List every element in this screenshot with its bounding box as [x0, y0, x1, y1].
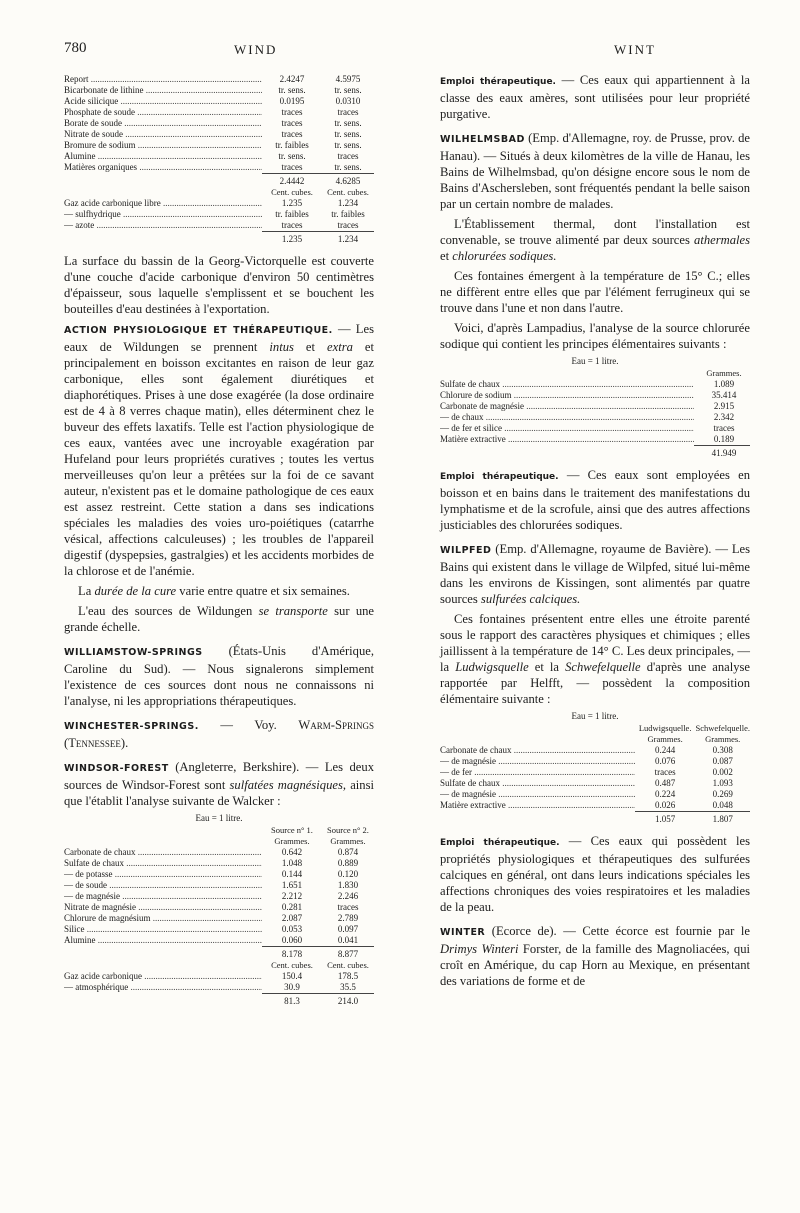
value: 0.0195 — [279, 96, 305, 106]
leader-dots — [496, 756, 635, 766]
value: tr. sens. — [334, 129, 362, 139]
value: 2.342 — [713, 412, 735, 422]
table-row — [440, 767, 750, 778]
value: 1.651 — [281, 880, 303, 890]
row-label — [440, 767, 635, 778]
empty-cell — [64, 232, 262, 246]
table-row — [440, 401, 750, 412]
value: 1.093 — [712, 778, 733, 788]
table-row — [64, 858, 374, 869]
row-label-text: Matière extractive — [440, 800, 506, 811]
table-row — [64, 935, 374, 947]
total-row — [440, 812, 750, 826]
paragraph-duree: La durée de la cure varie entre quatre et six semaines. — [78, 584, 350, 598]
row-label-text: Silice — [64, 924, 85, 934]
paragraph-action: ACTION PHYSIOLOGIQUE ET THÉRAPEUTIQUE. — Les eaux de Wildungen se prennent intus et extra et principalement en boisson excitantes en raison de leur gaz carbonique, elles sont également diurétiques et diaphorétiques. Prises à une dose exagérée (la dose ordinaire est de 4 à 8 verres chaque matin), elles déterminent chez le buveur des effets laxatifs. Telle est l'action physiologique de ces eaux, vantées avec une incroyable exagération par Hufeland pour leurs propriétés curatives ; toutes les vertus merveilleuses qu'on leur a prêtées sur la foi de ce savant auteur, n'existent pas et le domaine pathologique de ces eaux est assez restreint. Cette station a dans ses indications spéciales les maladies des voies uro-poiétiques (catarrhe vésical, affections calculeuses) ; les troubles de l'appareil digestif (dyspepsies, gastralgies) et les accidents morbides de la chlorose et de l'anémie. — [64, 322, 374, 578]
row-label — [64, 140, 262, 151]
page-number: 780 — [64, 40, 87, 56]
table-row — [64, 847, 374, 858]
row-label — [64, 151, 262, 162]
leader-dots — [135, 847, 262, 857]
unit-label: Cent. cubes. — [327, 960, 369, 970]
value: 0.281 — [281, 902, 303, 912]
row-label — [64, 107, 262, 118]
empty-cell — [440, 446, 694, 460]
entry-windsor: WINDSOR-FOREST (Angleterre, Berkshire). — Les deux sources de Windsor-Forest sont sulfatées magnésiques, ainsi que l'établit l'analyse suivante de Walcker : — [64, 760, 375, 808]
unit-label: Cent. cubes. — [327, 187, 369, 197]
table-row — [64, 74, 374, 85]
table-row — [440, 434, 750, 446]
total-row — [64, 947, 374, 961]
leader-dots — [85, 924, 263, 934]
leader-dots — [142, 971, 262, 981]
row-label-text: — de potasse — [64, 869, 113, 879]
row-label — [440, 401, 694, 412]
table-row — [440, 390, 750, 401]
row-label-text: Bromure de sodium — [64, 140, 136, 150]
total-value: 1.234 — [318, 232, 374, 246]
unit-row — [440, 368, 750, 379]
value: 0.144 — [281, 869, 303, 879]
row-label-text: Carbonate de chaux — [440, 745, 512, 755]
empty-cell — [64, 994, 262, 1008]
value: 0.244 — [655, 745, 676, 755]
row-label-text: — sulfhydrique — [64, 209, 121, 219]
heading-emploi: Emploi thérapeutique. — [440, 838, 560, 848]
value: 0.308 — [712, 745, 733, 755]
table-row — [64, 107, 374, 118]
column-header: Schwefelquelle. — [695, 723, 750, 733]
row-label — [64, 880, 262, 891]
row-label — [64, 85, 262, 96]
table-row — [64, 96, 374, 107]
row-label-text: — de fer et silice — [440, 423, 502, 433]
empty-cell — [64, 836, 262, 847]
row-label-text: Matière extractive — [440, 434, 506, 445]
unit-row — [64, 187, 374, 198]
entry-winter: WINTER (Ecorce de). — Cette écorce est fournie par le Drimys Winteri Forster, de la famille des Magnoliacées, qui croît en Amérique, du cap Horn au Mexique, en présentant des variations de forme et de — [440, 924, 751, 988]
empty-cell — [64, 825, 262, 836]
empty-cell — [440, 723, 635, 734]
total-value: 8.877 — [318, 947, 374, 961]
leader-dots — [500, 379, 694, 389]
unit-row — [440, 734, 750, 745]
leader-dots — [512, 390, 695, 400]
leader-dots — [137, 162, 262, 172]
unit-label: Grammes. — [706, 368, 742, 378]
empty-cell — [440, 812, 635, 826]
value: traces — [281, 118, 303, 128]
table-row — [64, 140, 374, 151]
total-value: 41.949 — [694, 446, 750, 460]
header-row — [64, 825, 374, 836]
value: 0.076 — [655, 756, 676, 766]
paragraph-fontaines-wilpfed: Ces fontaines présentent entre elles une étroite parenté sous le rapport des caractères physiques et chimiques ; elles jaillissent à la température de 14° C. Les deux principales, — la Ludwigsquelle et la Schwefelquelle d'après une analyse rapportée par Helfft, — possèdent la composition élémentaire suivante : — [440, 612, 751, 706]
total-row — [440, 446, 750, 460]
leader-dots — [122, 118, 262, 128]
table-row — [64, 162, 374, 174]
value: traces — [337, 107, 359, 117]
value: 0.642 — [281, 847, 303, 857]
row-label-text: — azote — [64, 220, 95, 231]
value: 0.087 — [712, 756, 733, 766]
value: 0.060 — [281, 935, 303, 945]
value: tr. sens. — [334, 140, 362, 150]
table-caption: Eau = 1 litre. — [571, 356, 619, 366]
row-label — [440, 434, 694, 446]
table-row — [440, 379, 750, 390]
leader-dots — [500, 778, 635, 788]
row-label-text: — de magnésie — [64, 891, 120, 901]
value: 1.048 — [281, 858, 303, 868]
unit-label: Cent. cubes. — [271, 960, 313, 970]
paragraph-fontaines: Ces fontaines émergent à la température de 15° C.; elles ne diffèrent entre elles que par l'élément ferrugineux qui se trouve dans l'une et non dans l'autre. — [440, 269, 750, 315]
table-row — [64, 209, 374, 220]
value: 4.5975 — [335, 74, 361, 84]
empty-cell — [64, 947, 262, 961]
running-head-right: WINT — [614, 42, 656, 57]
table-caption: Eau = 1 litre. — [571, 711, 619, 721]
column-header: Source n° 1. — [271, 825, 313, 835]
row-label-text: Nitrate de soude — [64, 129, 123, 139]
page-header — [64, 40, 774, 64]
leader-dots — [96, 935, 263, 945]
row-label — [64, 858, 262, 869]
value: tr. sens. — [334, 85, 362, 95]
row-label — [64, 198, 262, 209]
value: tr. sens. — [334, 162, 362, 172]
heading-action: ACTION PHYSIOLOGIQUE ET THÉRAPEUTIQUE. — [64, 325, 333, 336]
leader-dots — [120, 891, 262, 901]
leader-dots — [124, 858, 262, 868]
leader-dots — [136, 902, 262, 912]
unit-label: Grammes. — [274, 836, 310, 846]
row-label-text: — atmosphérique — [64, 982, 129, 993]
row-label — [64, 869, 262, 880]
total-row — [64, 994, 374, 1008]
total-value: 1.807 — [691, 812, 750, 826]
table-caption: Eau = 1 litre. — [195, 813, 243, 823]
value: tr. faibles — [275, 140, 309, 150]
value: traces — [281, 129, 303, 139]
table-row — [64, 902, 374, 913]
row-label — [440, 423, 694, 434]
row-label-text: Carbonate de magnésie — [440, 401, 524, 411]
unit-row — [64, 960, 374, 971]
paragraph-bassin: La surface du bassin de la Georg-Victorquelle est couverte d'une couche d'acide carbonique d'environ 50 centimètres d'épaisseur, sous laquelle s'emplissent et se bouchent les bouteilles d'eau destinées à l'exportation. — [64, 254, 374, 316]
value: 0.269 — [712, 789, 733, 799]
value: 0.889 — [337, 858, 359, 868]
paragraph-etablissement: L'Établissement thermal, dont l'installation est convenable, se trouve alimenté par deux sources athermales et chlorurées sodiques. — [440, 217, 750, 263]
value: traces — [281, 107, 303, 117]
value: 0.041 — [337, 935, 359, 945]
leader-dots — [128, 982, 262, 992]
leader-dots — [136, 140, 263, 150]
row-label — [440, 745, 635, 756]
empty-cell — [64, 174, 262, 188]
row-label-text: — de fer — [440, 767, 472, 777]
table-row — [64, 198, 374, 209]
row-label — [64, 129, 262, 140]
value: 2.789 — [337, 913, 359, 923]
table-row — [64, 151, 374, 162]
row-label-text: Borate de soude — [64, 118, 122, 128]
value: traces — [281, 162, 303, 172]
headword-wilpfed: WILPFED — [440, 545, 492, 556]
entry-williamstow: WILLIAMSTOW-SPRINGS (États-Unis d'Amérique, Caroline du Sud). — Nous signalerons simplement l'existence de ces sources dont nous ne connaissons ni l'analyse, ni les appropriations thérapeutiques. — [64, 644, 374, 708]
total-value: 214.0 — [318, 994, 374, 1008]
leader-dots — [121, 209, 262, 219]
leader-dots — [143, 85, 262, 95]
row-label — [64, 891, 262, 902]
unit-row — [64, 836, 374, 847]
row-label-text: Carbonate de chaux — [64, 847, 136, 857]
table-row — [440, 756, 750, 767]
leader-dots — [150, 913, 262, 923]
leader-dots — [123, 129, 262, 139]
headword-winchester: WINCHESTER-SPRINGS. — [64, 721, 199, 732]
row-label-text: Sulfate de chaux — [440, 379, 500, 389]
header-row — [440, 723, 750, 734]
leader-dots — [89, 74, 263, 84]
column-header: Source n° 2. — [327, 825, 369, 835]
value: 2.4247 — [279, 74, 305, 84]
wildungen-analysis-table — [64, 74, 374, 245]
value: 0.026 — [655, 800, 676, 810]
leader-dots — [483, 412, 694, 422]
unit-label: Cent. cubes. — [271, 187, 313, 197]
row-label — [440, 412, 694, 423]
value: 1.234 — [337, 198, 359, 208]
wilhelmsbad-analysis-table — [440, 368, 750, 459]
value: 0.002 — [712, 767, 733, 777]
value: tr. sens. — [334, 118, 362, 128]
table-row — [440, 800, 750, 812]
row-label — [440, 390, 694, 401]
row-label-text: — de chaux — [440, 412, 484, 422]
table-row — [64, 982, 374, 994]
value: 178.5 — [337, 971, 359, 981]
value: 0.120 — [337, 869, 359, 879]
heading-emploi: Emploi thérapeutique. — [440, 77, 556, 87]
value: 35.414 — [711, 390, 737, 400]
table-row — [64, 924, 374, 935]
headword-williamstow: WILLIAMSTOW-SPRINGS — [64, 647, 203, 658]
row-label — [440, 800, 635, 812]
row-label — [64, 847, 262, 858]
row-label-text: Report — [64, 74, 89, 84]
table-row — [64, 118, 374, 129]
row-label-text: Nitrate de magnésie — [64, 902, 136, 912]
wilpfed-analysis-table — [440, 723, 750, 825]
value: traces — [713, 423, 735, 433]
value: 0.224 — [655, 789, 676, 799]
row-label-text: Sulfate de chaux — [64, 858, 124, 868]
value: tr. sens. — [278, 151, 306, 161]
row-label — [440, 756, 635, 767]
entry-wilpfed: WILPFED (Emp. d'Allemagne, royaume de Bavière). — Les Bains qui existent dans le village de Wilpfed, situé lui-même dans les environs de Kissingen, sont alimentés par quatre sources sulfurées calciques. — [440, 542, 750, 606]
value: 1.830 — [337, 880, 359, 890]
headword-winter: WINTER — [440, 927, 486, 938]
row-label — [440, 379, 694, 390]
entry-winchester: WINCHESTER-SPRINGS. — Voy. Warm-Springs (Tennessee). — [64, 718, 374, 750]
table-row — [64, 869, 374, 880]
row-label — [64, 74, 262, 85]
row-label — [440, 789, 635, 800]
leader-dots — [96, 151, 263, 161]
value: 0.053 — [281, 924, 303, 934]
table-row — [440, 745, 750, 756]
unit-label: Grammes. — [705, 734, 741, 744]
column-header: Ludwigsquelle. — [638, 723, 692, 733]
row-label — [64, 902, 262, 913]
value: 150.4 — [281, 971, 303, 981]
value: traces — [337, 902, 359, 912]
row-label — [64, 924, 262, 935]
value: 0.048 — [712, 800, 733, 810]
leader-dots — [107, 880, 262, 890]
empty-cell — [440, 368, 694, 379]
row-label-text: Alumine — [64, 935, 96, 946]
unit-label: Grammes. — [647, 734, 683, 744]
row-label-text: Gaz acide carbonique — [64, 971, 142, 981]
row-label-text: Phosphate de soude — [64, 107, 135, 117]
value: 0.487 — [655, 778, 676, 788]
value: 35.5 — [340, 982, 356, 992]
row-label — [440, 778, 635, 789]
value: tr. faibles — [331, 209, 365, 219]
leader-dots — [135, 107, 262, 117]
running-head-left: WIND — [234, 42, 278, 57]
value: traces — [337, 220, 359, 230]
value: 0.189 — [713, 434, 735, 444]
leader-dots — [161, 198, 262, 208]
leader-dots — [511, 745, 634, 755]
value: 2.915 — [713, 401, 735, 411]
value: 0.097 — [337, 924, 359, 934]
value: 0.874 — [337, 847, 359, 857]
row-label — [64, 935, 262, 947]
row-label-text: — de soude — [64, 880, 107, 890]
leader-dots — [94, 220, 262, 230]
empty-cell — [64, 187, 262, 198]
row-label — [64, 162, 262, 174]
empty-cell — [64, 960, 262, 971]
leader-dots — [496, 789, 635, 799]
leader-dots — [502, 423, 694, 433]
row-label — [64, 913, 262, 924]
row-label — [64, 96, 262, 107]
total-value: 4.6285 — [318, 174, 374, 188]
leader-dots — [113, 869, 263, 879]
value: 1.235 — [281, 198, 303, 208]
row-label-text: Bicarbonate de lithine — [64, 85, 144, 95]
leader-dots — [472, 767, 635, 777]
value: tr. faibles — [275, 209, 309, 219]
total-value: 81.3 — [262, 994, 318, 1008]
empty-cell — [440, 734, 635, 745]
row-label-text: Alumine — [64, 151, 96, 161]
row-label-text: — de magnésie — [440, 756, 496, 766]
total-value: 1.235 — [262, 232, 318, 246]
row-label — [64, 982, 262, 994]
headword-windsor: WINDSOR-FOREST — [64, 763, 169, 774]
value: 1.089 — [713, 379, 735, 389]
row-label — [64, 118, 262, 129]
row-label-text: — de magnésie — [440, 789, 496, 799]
unit-label: Grammes. — [330, 836, 366, 846]
paragraph-emploi-wilpfed: Emploi thérapeutique. — Ces eaux qui possèdent les propriétés physiologiques et thérapeutiques des sulfurées calciques en général, ont dans leurs indications spéciales les affections chroniques des voies respiratoires et les maladies de la peau. — [440, 834, 750, 914]
value: traces — [654, 767, 676, 777]
row-label-text: Matières organiques — [64, 162, 138, 173]
total-row — [64, 232, 374, 246]
value: 0.0310 — [335, 96, 361, 106]
row-label — [64, 209, 262, 220]
table-row — [64, 891, 374, 902]
value: 2.087 — [281, 913, 303, 923]
table-row — [440, 412, 750, 423]
heading-emploi: Emploi thérapeutique. — [440, 472, 559, 482]
table-row — [64, 971, 374, 982]
leader-dots — [118, 96, 262, 106]
paragraph-emploi-windsor: Emploi thérapeutique. — Ces eaux qui appartiennent à la classe des eaux amères, sont utilisées pour leur propriété purgative. — [440, 73, 750, 121]
table-row — [64, 85, 374, 96]
value: tr. sens. — [278, 85, 306, 95]
table-row — [440, 789, 750, 800]
entry-wilhelmsbad: WILHELMSBAD (Emp. d'Allemagne, roy. de Prusse, prov. de Hanau). — Situés à deux kilomètres de la ville de Hanau, les Bains de Wilhelmsbad, qu'on désigne encore sous le nom de Bains d'Aschersleben, sont fréquentés pendant la belle saison par un certain nombre de malades. — [440, 131, 750, 211]
table-row — [64, 129, 374, 140]
value: traces — [337, 151, 359, 161]
leader-dots — [506, 434, 694, 444]
table-row — [64, 220, 374, 232]
leader-dots — [506, 800, 635, 810]
row-label-text: Sulfate de chaux — [440, 778, 500, 788]
total-row — [64, 174, 374, 188]
value: 2.212 — [281, 891, 303, 901]
paragraph-transport: L'eau des sources de Wildungen se transporte sur une grande échelle. — [64, 604, 375, 634]
total-value: 8.178 — [262, 947, 318, 961]
right-column — [440, 72, 750, 993]
row-label — [64, 220, 262, 232]
value: 30.9 — [284, 982, 300, 992]
row-label-text: Chlorure de magnésium — [64, 913, 151, 923]
leader-dots — [524, 401, 694, 411]
row-label-text: Chlorure de sodium — [440, 390, 512, 400]
row-label — [64, 971, 262, 982]
total-value: 1.057 — [635, 812, 692, 826]
row-label-text: Acide silicique — [64, 96, 119, 106]
total-value: 2.4442 — [262, 174, 318, 188]
table-row — [440, 778, 750, 789]
value: traces — [281, 220, 303, 230]
table-row — [440, 423, 750, 434]
left-column — [64, 72, 374, 1015]
table-row — [64, 880, 374, 891]
row-label-text: Gaz acide carbonique libre — [64, 198, 161, 208]
paragraph-emploi-wilhelmsbad: Emploi thérapeutique. — Ces eaux sont employées en boisson et en bains dans le traitement des manifestations du lymphatisme et de la scrofule, ainsi que des autres affections justiciables des chlorurées sodiques. — [440, 468, 750, 532]
headword-wilhelmsbad: WILHELMSBAD — [440, 134, 525, 145]
windsor-analysis-table — [64, 825, 374, 1007]
paragraph-voici: Voici, d'après Lampadius, l'analyse de la source chlorurée sodique qui contient les principes élémentaires suivants : — [440, 321, 750, 351]
table-row — [64, 913, 374, 924]
value: 2.246 — [337, 891, 359, 901]
